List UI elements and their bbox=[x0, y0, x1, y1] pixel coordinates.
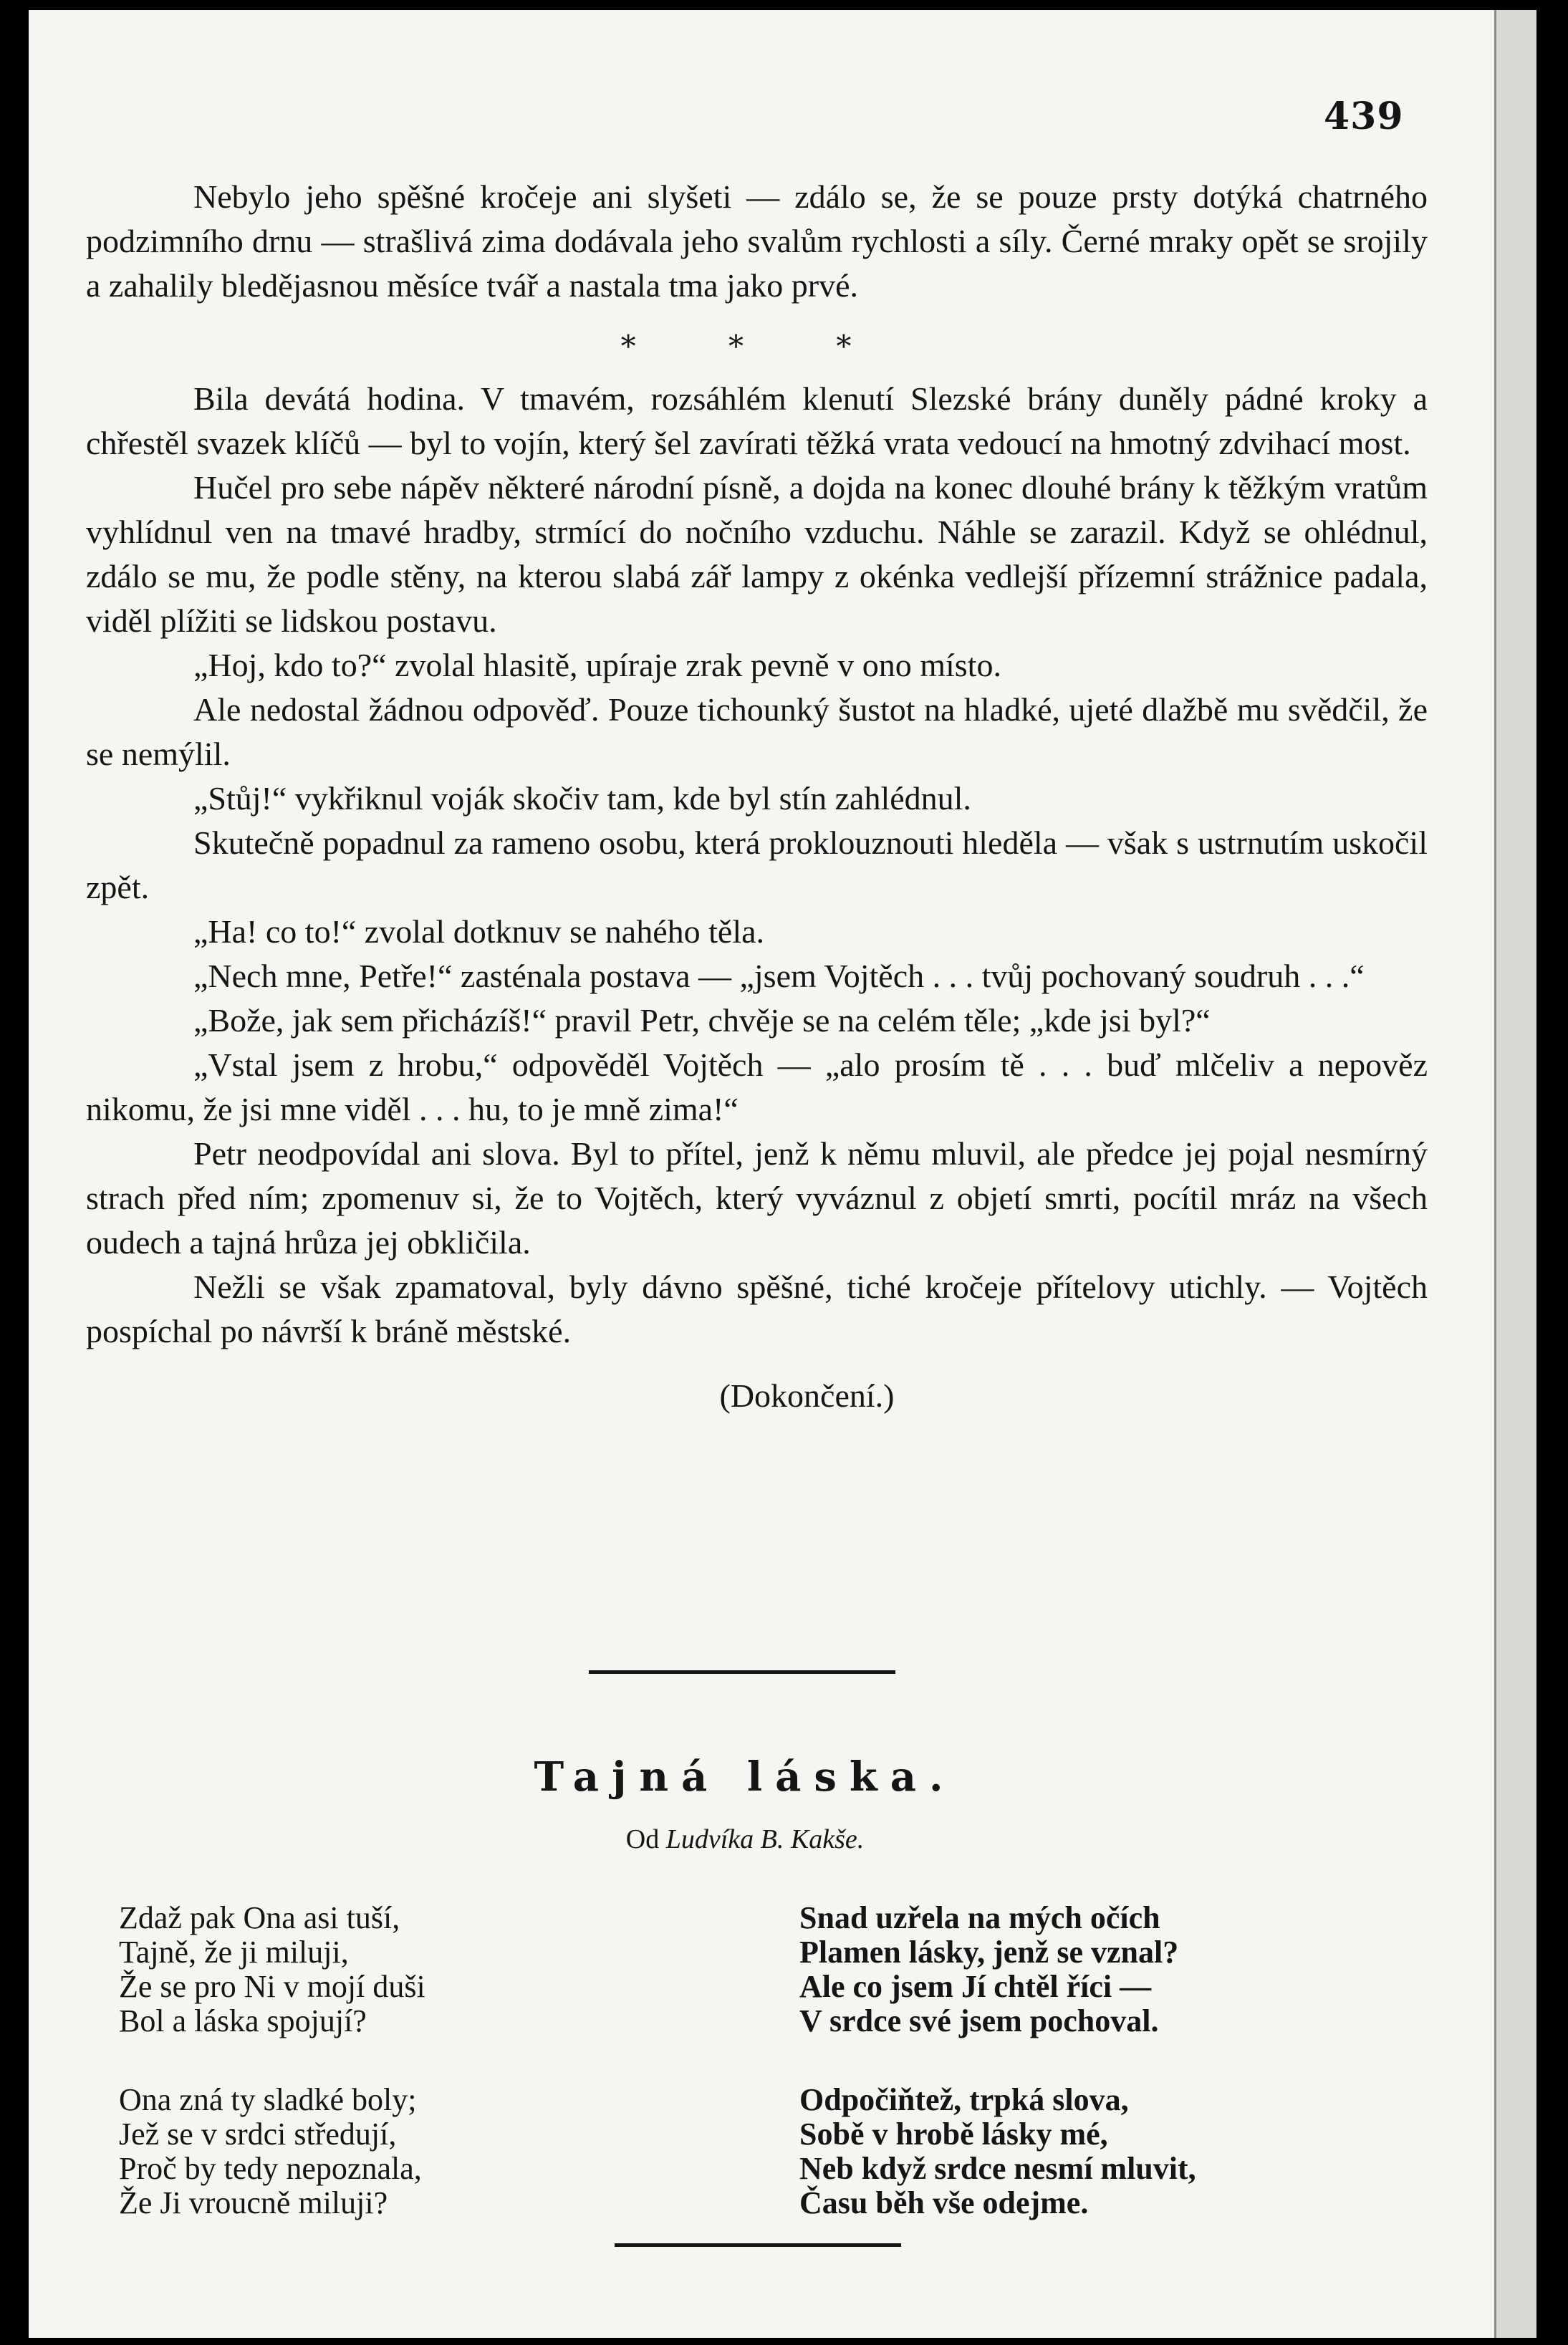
story-text bbox=[86, 175, 1428, 1418]
poem-line: Ale co jsem Jí chtěl říci — bbox=[799, 1969, 1152, 2004]
poem-line: Zdaž pak Ona asi tuší, bbox=[119, 1900, 400, 1935]
poem-line: Snad uzřela na mých očích bbox=[799, 1900, 1160, 1935]
poem-stanza bbox=[119, 1901, 425, 2038]
byline-prefix: Od bbox=[625, 1824, 660, 1854]
story-paragraph: Bila devátá hodina. V tmavém, rozsáhlém klenutí Slezské brány duněly pádné kroky a chřestěl svazek klíčů — byl to vojín, který šel zavírati těžká vrata vedoucí na hmotný zdvihací most. bbox=[86, 380, 1428, 461]
poem-line: Tajně, že ji miluji, bbox=[119, 1935, 349, 1970]
story-paragraph: „Ha! co to!“ zvolal dotknuv se nahého těla. bbox=[193, 913, 765, 950]
story-paragraph: Nebylo jeho spěšné kročeje ani slyšeti — zdálo se, že se pouze prsty dotýká chatrného podzimního drnu — strašlivá zima dodávala jeho svalům rychlosti a síly. Černé mraky opět se srojily a zahalily bledějasnou měsíce tvář a nastala tma jako prvé. bbox=[86, 178, 1428, 304]
story-paragraph: Ale nedostal žádnou odpověď. Pouze tichounký šustot na hladké, ujeté dlažbě mu svědčil, že se nemýlil. bbox=[86, 691, 1428, 772]
poem-line: Neb když srdce nesmí mluvit, bbox=[799, 2151, 1196, 2186]
poem-stanza bbox=[799, 2083, 1196, 2220]
poem-line: Odpočiňtež, trpká slova, bbox=[799, 2082, 1129, 2117]
poem-line: V srdce své jsem pochoval. bbox=[799, 2003, 1159, 2038]
scanned-page bbox=[29, 10, 1536, 2338]
page-number: 439 bbox=[1324, 95, 1404, 138]
closing-rule bbox=[615, 2243, 901, 2247]
story-paragraph: „Vstal jsem z hrobu,“ odpověděl Vojtěch — „alo prosím tě . . . buď mlčeliv a nepověz nikomu, že jsi mne viděl . . . hu, to je mně zima!“ bbox=[86, 1046, 1428, 1127]
poem-line: Sobě v hrobě lásky mé, bbox=[799, 2117, 1108, 2152]
continuation-note: (Dokončení.) bbox=[719, 1377, 895, 1414]
poem-line: Plamen lásky, jenž se vznal? bbox=[799, 1935, 1179, 1970]
story-paragraph: Skutečně popadnul za rameno osobu, která proklouznouti hleděla — však s ustrnutím uskočil zpět. bbox=[86, 824, 1428, 905]
poem-author: Ludvíka B. Kakše. bbox=[665, 1824, 865, 1854]
section-rule bbox=[589, 1670, 895, 1674]
story-paragraph: Hučel pro sebe nápěv některé národní písně, a dojda na konec dlouhé brány k těžkým vratům vyhlídnul ven na tmavé hradby, strmící do nočního vzduchu. Náhle se zarazil. Když se ohlédnul, zdálo se mu, že podle stěny, na kterou slabá zář lampy z okénka vedlejší přízemní strážnice padala, viděl plížiti se lidskou postavu. bbox=[86, 469, 1428, 639]
poem-title: Tajná láska. bbox=[534, 1753, 956, 1801]
poem-byline bbox=[29, 1824, 1461, 1855]
poem-line: Času běh vše odejme. bbox=[799, 2185, 1089, 2220]
poem-stanza bbox=[119, 2083, 422, 2220]
story-paragraph: „Stůj!“ vykřiknul voják skočiv tam, kde byl stín zahlédnul. bbox=[193, 780, 971, 817]
poem-line: Že Ji vroucně miluji? bbox=[119, 2185, 388, 2220]
story-paragraph: Petr neodpovídal ani slova. Byl to přítel, jenž k němu mluvil, ale předce jej pojal nesmírný strach před ním; zpomenuv si, že to Vojtěch, který vyváznul z objetí smrti, pocítil mráz na všech oudech a tajná hrůza jej obkličila. bbox=[86, 1135, 1428, 1261]
story-paragraph: „Bože, jak sem přicházíš!“ pravil Petr, chvěje se na celém těle; „kde jsi byl?“ bbox=[193, 1002, 1211, 1039]
story-paragraph: „Hoj, kdo to?“ zvolal hlasitě, upíraje zrak pevně v ono místo. bbox=[193, 647, 1001, 683]
poem-line: Proč by tedy nepoznala, bbox=[119, 2151, 422, 2186]
poem-line: Jež se v srdci středují, bbox=[119, 2117, 397, 2152]
section-separator: * * * bbox=[620, 329, 893, 364]
story-paragraph: „Nech mne, Petře!“ zasténala postava — „jsem Vojtěch . . . tvůj pochovaný soudruh . . .“ bbox=[193, 958, 1365, 994]
poem-line: Bol a láska spojují? bbox=[119, 2003, 367, 2038]
poem-line: Že se pro Ni v mojí duši bbox=[119, 1969, 425, 2004]
poem-stanza bbox=[799, 1901, 1178, 2038]
page-edge bbox=[1494, 10, 1536, 2338]
story-paragraph: Nežli se však zpamatoval, byly dávno spěšné, tiché kročeje přítelovy utichly. — Vojtěch pospíchal po návrší k bráně městské. bbox=[86, 1268, 1428, 1349]
poem-line: Ona zná ty sladké boly; bbox=[119, 2082, 417, 2117]
